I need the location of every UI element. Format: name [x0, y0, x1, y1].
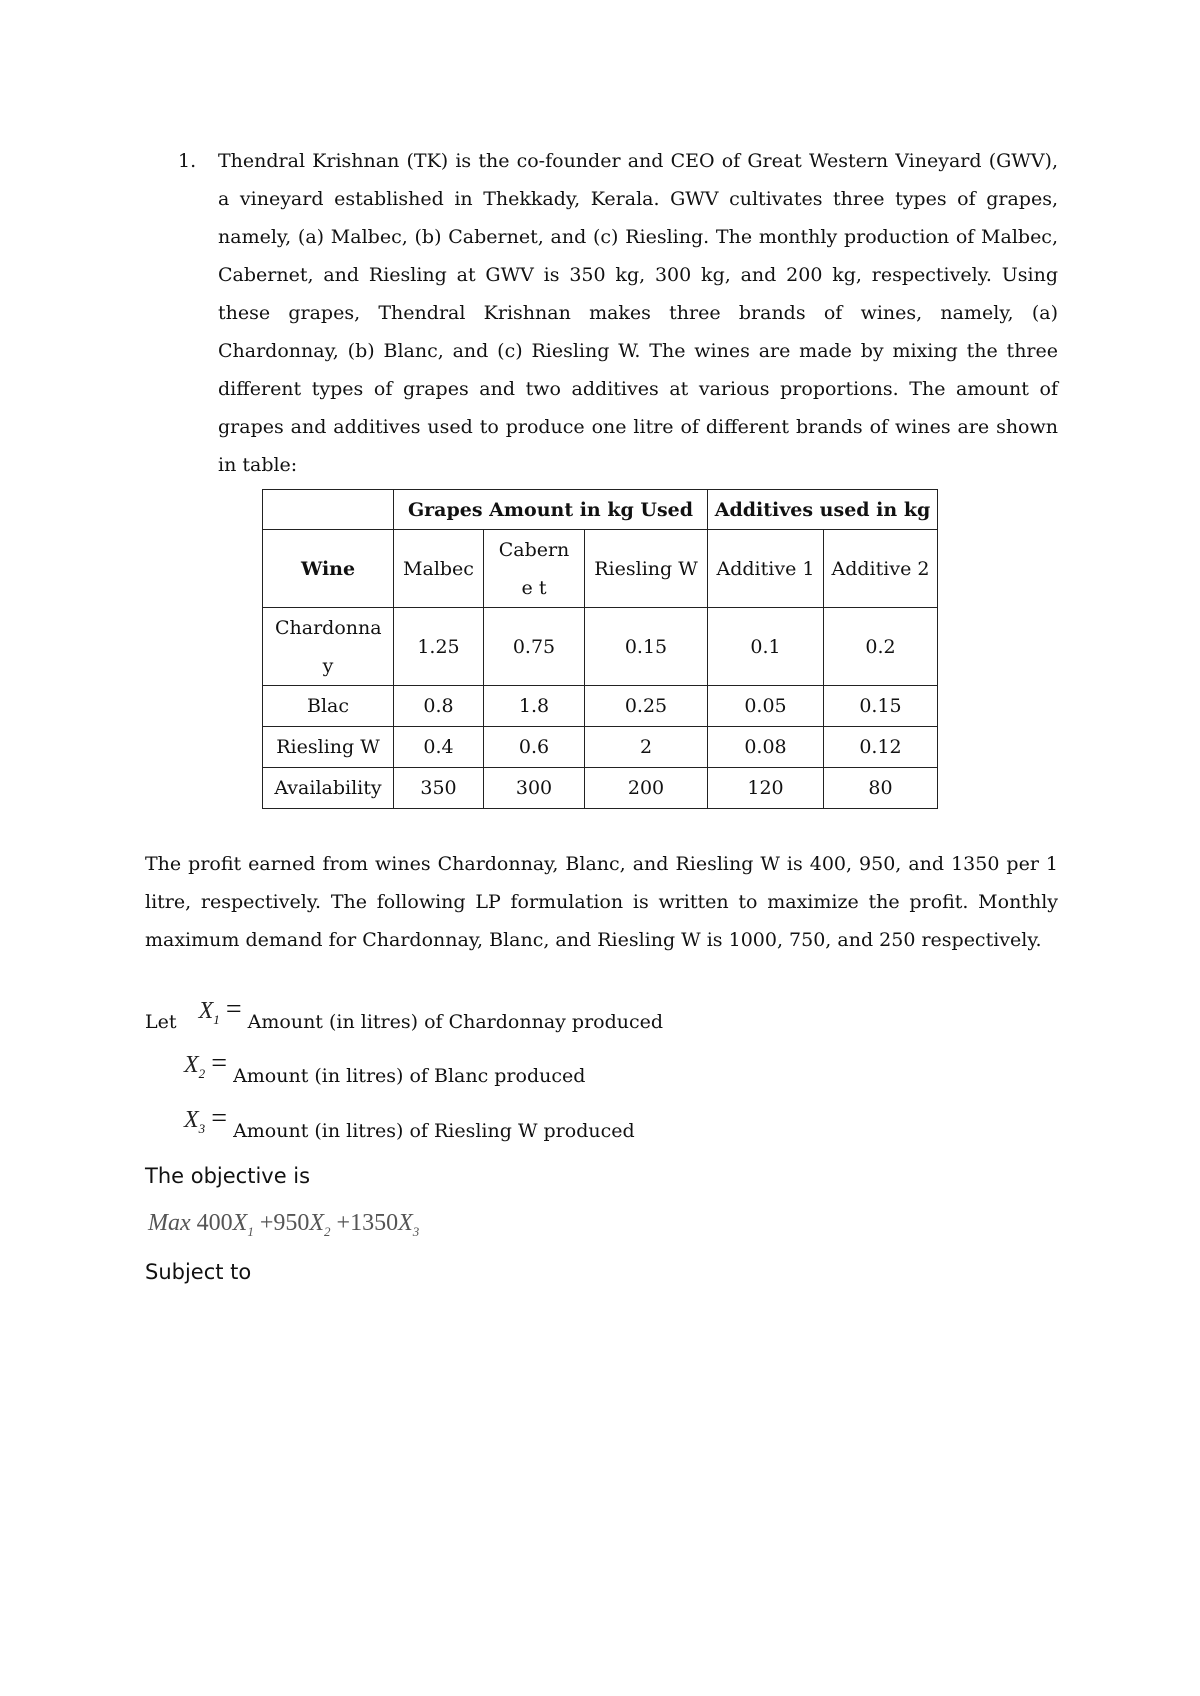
variable-x: X: [398, 1210, 413, 1236]
table-cell: 0.1: [708, 608, 824, 686]
let-label: Let: [145, 1011, 177, 1033]
table-empty-cell: [263, 490, 394, 530]
definition-text: Amount (in litres) of Blanc produced: [233, 1065, 586, 1087]
definition-x3: [184, 1103, 635, 1147]
column-header-additive-2: Additive 2: [824, 530, 938, 608]
variable-subscript: 1: [247, 1224, 254, 1239]
equals-sign: =: [225, 994, 242, 1025]
table-cell: 0.6: [484, 727, 585, 768]
table-cell: 0.25: [585, 686, 708, 727]
column-header-additive-1: Additive 1: [708, 530, 824, 608]
table-cell: 0.15: [824, 686, 938, 727]
table-cell: 0.4: [394, 727, 484, 768]
objective-expression: [148, 1210, 419, 1240]
equals-sign: =: [211, 1048, 228, 1079]
variable-subscript: 2: [198, 1066, 206, 1081]
table-cell: 120: [708, 768, 824, 809]
grapes-group-header: Grapes Amount in kg Used: [394, 490, 708, 530]
variable-subscript: 3: [198, 1121, 206, 1136]
table-row: [263, 768, 938, 809]
definition-text: Amount (in litres) of Riesling W produced: [233, 1120, 635, 1142]
column-header-wine: Wine: [263, 530, 394, 608]
row-label-blac: Blac: [263, 686, 394, 727]
subject-to-label: Subject to: [145, 1260, 252, 1284]
question-paragraph: Thendral Krishnan (TK) is the co-founder and CEO of Great Western Vineyard (GWV), a vineyard established in Thekkady, Kerala. GWV cultivates three types of grapes, namely, (a) Malbec, (b) Cabernet, and (c) Riesling. The monthly production of Malbec, Cabernet, and Riesling at GWV is 350 kg, 300 kg, and 200 kg, respectively. Using these grapes, Thendral Krishnan makes three brands of wines, namely, (a) Chardonnay, (b) Blanc, and (c) Riesling W. The wines are made by mixing the three different types of grapes and two additives at various proportions. The amount of grapes and additives used to produce one litre of different brands of wines are shown in table:: [218, 150, 1058, 476]
table-group-header-row: [263, 490, 938, 530]
table-cell: 350: [394, 768, 484, 809]
wine-composition-table: [262, 489, 938, 809]
row-label-availability: Availability: [263, 768, 394, 809]
objective-coef: +950: [259, 1210, 310, 1236]
variable-x: X: [232, 1210, 248, 1236]
variable-subscript: 3: [412, 1224, 420, 1239]
definition-x1: [145, 994, 664, 1038]
table-cell: 0.05: [708, 686, 824, 727]
table-cell: 0.2: [824, 608, 938, 686]
table-cell: 0.08: [708, 727, 824, 768]
table-cell: 300: [484, 768, 585, 809]
variable-subscript: 1: [213, 1012, 220, 1027]
column-header-cabernet: Caberne t: [484, 530, 585, 608]
objective-coef: +1350: [336, 1210, 399, 1236]
table-column-header-row: [263, 530, 938, 608]
max-keyword: Max: [148, 1210, 191, 1236]
column-header-riesling: Riesling W: [585, 530, 708, 608]
equals-sign: =: [211, 1103, 228, 1134]
table-cell: 1.25: [394, 608, 484, 686]
profit-paragraph: The profit earned from wines Chardonnay, Blanc, and Riesling W is 400, 950, and 1350 per 1 litre, respectively. The following LP formulation is written to maximize the profit. Monthly maximum demand for Chardonnay, Blanc, and Riesling W is 1000, 750, and 250 respectively.: [145, 853, 1058, 951]
row-label-riesling-w: Riesling W: [263, 727, 394, 768]
objective-coef: 400: [196, 1210, 233, 1236]
table-cell: 2: [585, 727, 708, 768]
table-cell: 80: [824, 768, 938, 809]
definition-x2: [184, 1048, 586, 1092]
table-cell: 0.15: [585, 608, 708, 686]
table-row: [263, 608, 938, 686]
table-cell: 0.75: [484, 608, 585, 686]
row-label-chardonnay: Chardonna y: [263, 608, 394, 686]
table-cell: 0.8: [394, 686, 484, 727]
additives-group-header: Additives used in kg: [708, 490, 938, 530]
variable-x: X: [184, 1107, 199, 1133]
variable-x: X: [198, 998, 214, 1024]
question-number: 1.: [178, 150, 197, 172]
column-header-malbec: Malbec: [394, 530, 484, 608]
table-row: [263, 727, 938, 768]
variable-subscript: 2: [324, 1224, 331, 1239]
table-cell: 200: [585, 768, 708, 809]
variable-x: X: [309, 1210, 325, 1236]
table-row: [263, 686, 938, 727]
variable-x: X: [184, 1052, 199, 1078]
table-cell: 0.12: [824, 727, 938, 768]
table-cell: 1.8: [484, 686, 585, 727]
definition-text: Amount (in litres) of Chardonnay produced: [247, 1011, 664, 1033]
objective-label: The objective is: [145, 1164, 311, 1188]
